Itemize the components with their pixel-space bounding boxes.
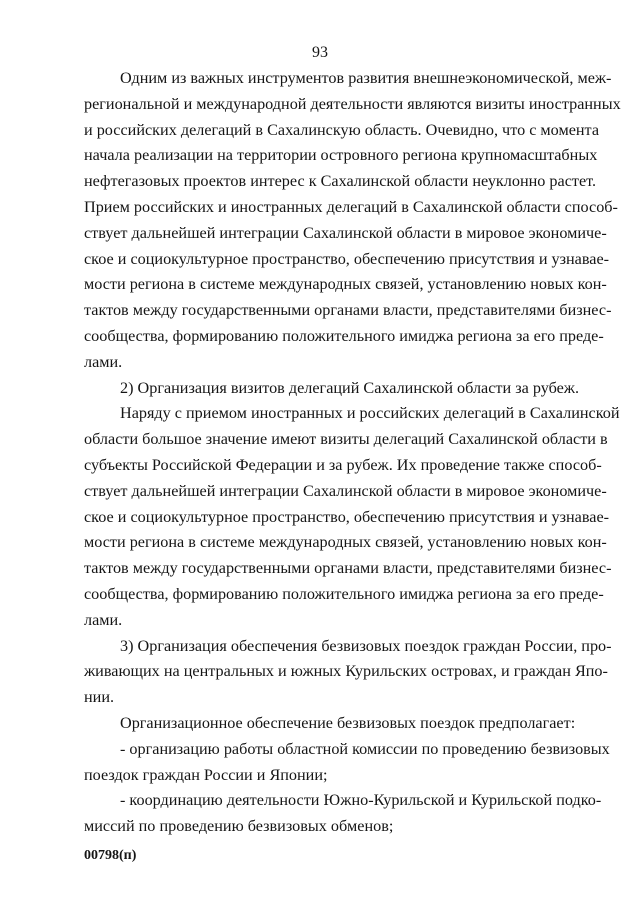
document-code: 00798(п) (84, 848, 137, 863)
text-line: лами. (84, 610, 123, 629)
text-line: тактов между государственными органами власти, представителями бизнес- (84, 559, 612, 578)
text-line: поездок граждан России и Японии; (84, 765, 328, 784)
text-line: ское и социокультурное пространство, обеспечению присутствия и узнавае- (84, 249, 610, 268)
text-line: - организацию работы областной комиссии по проведению безвизовых (120, 739, 610, 758)
text-line: субъекты Российской Федерации и за рубеж. Их проведение также способ- (84, 455, 602, 474)
text-line: Наряду с приемом иностранных и российских делегаций в Сахалинской (120, 404, 620, 423)
text-line: лами. (84, 352, 123, 371)
text-line: сообщества, формированию положительного имиджа региона за его преде- (84, 326, 604, 345)
text-line: нии. (84, 688, 115, 707)
text-line: ствует дальнейшей интеграции Сахалинской области в мировое экономиче- (84, 481, 607, 500)
text-line: Прием российских и иностранных делегаций в Сахалинской области способ- (84, 197, 618, 216)
text-line: миссий по проведению безвизовых обменов; (84, 817, 394, 836)
text-line: ское и социокультурное пространство, обеспечению присутствия и узнавае- (84, 507, 610, 526)
text-line: и российских делегаций в Сахалинскую область. Очевидно, что с момента (84, 120, 600, 139)
text-line: сообщества, формированию положительного имиджа региона за его преде- (84, 584, 604, 603)
text-line: региональной и международной деятельности являются визиты иностранных (84, 94, 621, 113)
text-line: - координацию деятельности Южно-Курильской и Курильской подко- (120, 791, 602, 810)
text-line: тактов между государственными органами власти, представителями бизнес- (84, 301, 612, 320)
text-line: 2) Организация визитов делегаций Сахалинской области за рубеж. (120, 378, 580, 397)
text-line: 3) Организация обеспечения безвизовых поездок граждан России, про- (120, 636, 612, 655)
text-line: области большое значение имеют визиты делегаций Сахалинской области в (84, 430, 608, 449)
text-line: ствует дальнейшей интеграции Сахалинской области в мировое экономиче- (84, 223, 607, 242)
text-line: живающих на центральных и южных Курильских островах, и граждан Япо- (84, 662, 608, 681)
text-line: Организационное обеспечение безвизовых поездок предполагает: (120, 713, 576, 732)
text-line: начала реализации на территории островного региона крупномасштабных (84, 146, 598, 165)
page-number: 93 (312, 44, 328, 61)
text-line: мости региона в системе международных связей, установлению новых кон- (84, 275, 607, 294)
document-body (84, 66, 621, 840)
text-line: мости региона в системе международных связей, установлению новых кон- (84, 533, 607, 552)
text-line: нефтегазовых проектов интерес к Сахалинской области неуклонно растет. (84, 172, 597, 191)
text-line: Одним из важных инструментов развития внешнеэкономической, меж- (120, 69, 612, 87)
